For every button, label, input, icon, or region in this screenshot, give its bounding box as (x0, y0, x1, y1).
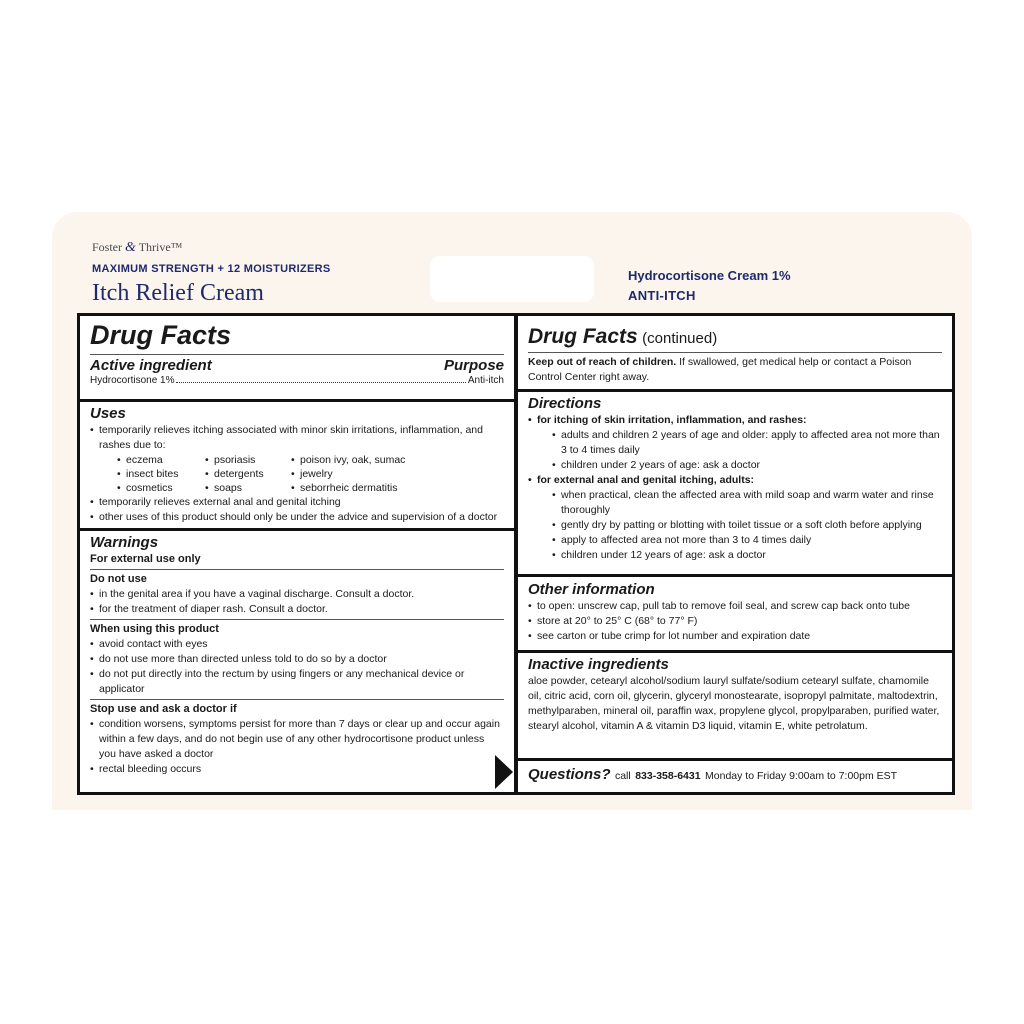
questions-heading: Questions? (528, 766, 611, 783)
ampersand-logo-mark: & (125, 240, 136, 255)
inactive-ingredients-section (518, 656, 952, 734)
active-ingredient-name: Hydrocortisone 1% (90, 375, 175, 386)
drug-facts-right-panel (515, 313, 955, 795)
condition-item: • soaps (205, 481, 291, 495)
questions-section: Questions? call 833-358-6431 Monday to Friday 9:00am to 7:00pm EST (528, 766, 898, 783)
directions-group: • for external anal and genital itching, adults: (528, 473, 942, 488)
directions-section (518, 395, 952, 563)
warnings-section (80, 534, 514, 777)
condition-item: • detergents (205, 467, 291, 481)
directions-heading: Directions (528, 395, 602, 412)
other-info-item: • to open: unscrew cap, pull tab to remove foil seal, and screw cap back onto tube (528, 599, 942, 614)
drug-facts-continued-header (518, 326, 952, 385)
condition-item: • seborrheic dermatitis (291, 481, 441, 495)
drug-facts-header (80, 322, 514, 386)
product-subtitle: Hydrocortisone Cream 1% (628, 268, 791, 283)
uses-item: • temporarily relieves external anal and genital itching (90, 495, 504, 510)
continued-arrow-icon (495, 755, 513, 789)
condition-item: • cosmetics (117, 481, 205, 495)
warning-item: • in the genital area if you have a vaginal discharge. Consult a doctor. (90, 587, 504, 602)
warning-item: • for the treatment of diaper rash. Consult a doctor. (90, 602, 504, 617)
condition-item: • poison ivy, oak, sumac (291, 453, 441, 467)
do-not-use-heading: Do not use (90, 573, 147, 585)
uses-item: • temporarily relieves itching associated with minor skin irritations, inflammation, and rashes due to: (90, 423, 504, 453)
warning-item: • condition worsens, symptoms persist for more than 7 days or clear up and occur again within a few days, and do not begin use of any other hydrocortisone product unless you have asked a doctor (90, 717, 504, 762)
drug-facts-title: Drug Facts (90, 320, 232, 350)
tagline: MAXIMUM STRENGTH + 12 MOISTURIZERS (92, 263, 331, 275)
other-info-item: • store at 20° to 25° C (68° to 77° F) (528, 614, 942, 629)
active-ingredient-heading: Active ingredient (90, 357, 212, 374)
purpose-heading: Purpose (443, 357, 504, 374)
condition-item: • psoriasis (205, 453, 291, 467)
other-information-heading: Other information (528, 581, 655, 598)
warnings-heading: Warnings (90, 534, 159, 551)
keep-out-of-reach: Keep out of reach of children. If swallowed, get medical help or contact a Poison Control Center right away. (528, 356, 912, 383)
uses-section (80, 405, 514, 525)
warning-item: • do not put directly into the rectum by using fingers or any mechanical device or applicator (90, 667, 504, 697)
direction-item: • children under 2 years of age: ask a doctor (528, 458, 942, 473)
stop-use-heading: Stop use and ask a doctor if (90, 703, 237, 715)
other-information-section (518, 581, 952, 644)
warning-item: • do not use more than directed unless told to do so by a doctor (90, 652, 504, 667)
product-name: Itch Relief Cream (92, 280, 264, 306)
active-ingredient-row (90, 375, 504, 386)
conditions-list (90, 453, 504, 495)
external-use-label: For external use only (90, 553, 201, 565)
hours-text: Monday to Friday 9:00am to 7:00pm EST (705, 770, 898, 782)
other-info-item: • see carton or tube crimp for lot number and expiration date (528, 629, 942, 644)
active-ingredient-purpose: Anti-itch (467, 375, 504, 386)
inactive-ingredients-heading: Inactive ingredients (528, 656, 669, 673)
phone-number: 833-358-6431 (635, 770, 701, 782)
warning-item: • rectal bleeding occurs (90, 762, 504, 777)
uses-heading: Uses (90, 405, 126, 422)
direction-item: • when practical, clean the affected area with mild soap and warm water and rinse thoroughly (528, 488, 942, 518)
product-category: ANTI-ITCH (628, 288, 696, 303)
warning-item: • avoid contact with eyes (90, 637, 504, 652)
direction-item: • children under 12 years of age: ask a doctor (528, 548, 942, 563)
condition-item: • insect bites (117, 467, 205, 481)
condition-item: • eczema (117, 453, 205, 467)
direction-item: • adults and children 2 years of age and older: apply to affected area not more than 3 to 4 times daily (528, 428, 942, 458)
hang-hole (430, 256, 594, 302)
direction-item: • gently dry by patting or blotting with toilet tissue or a soft cloth before applying (528, 518, 942, 533)
drug-facts-title-continued: Drug Facts (528, 325, 638, 348)
condition-item: • jewelry (291, 467, 441, 481)
continued-label: (continued) (642, 330, 718, 347)
drug-facts-left-panel (77, 313, 517, 795)
uses-item: • other uses of this product should only be under the advice and supervision of a doctor (90, 510, 504, 525)
brand-logo: Foster & Thrive™ (92, 240, 183, 255)
when-using-heading: When using this product (90, 623, 219, 635)
inactive-ingredients-text: aloe powder, cetearyl alcohol/sodium lauryl sulfate/sodium cetearyl sulfate, chamomile oil, citric acid, corn oil, glycerin, glyceryl monostearate, isopropyl palmitate, maltodextrin, methylparaben, mineral oil, paraffin wax, propylene glycol, propylparaben, purified water, stearyl alcohol, vitamin A & vitamin D3 liquid, vitamin E, white petrolatum. (528, 675, 940, 732)
direction-item: • apply to affected area not more than 3 to 4 times daily (528, 533, 942, 548)
directions-group: • for itching of skin irritation, inflammation, and rashes: (528, 413, 942, 428)
